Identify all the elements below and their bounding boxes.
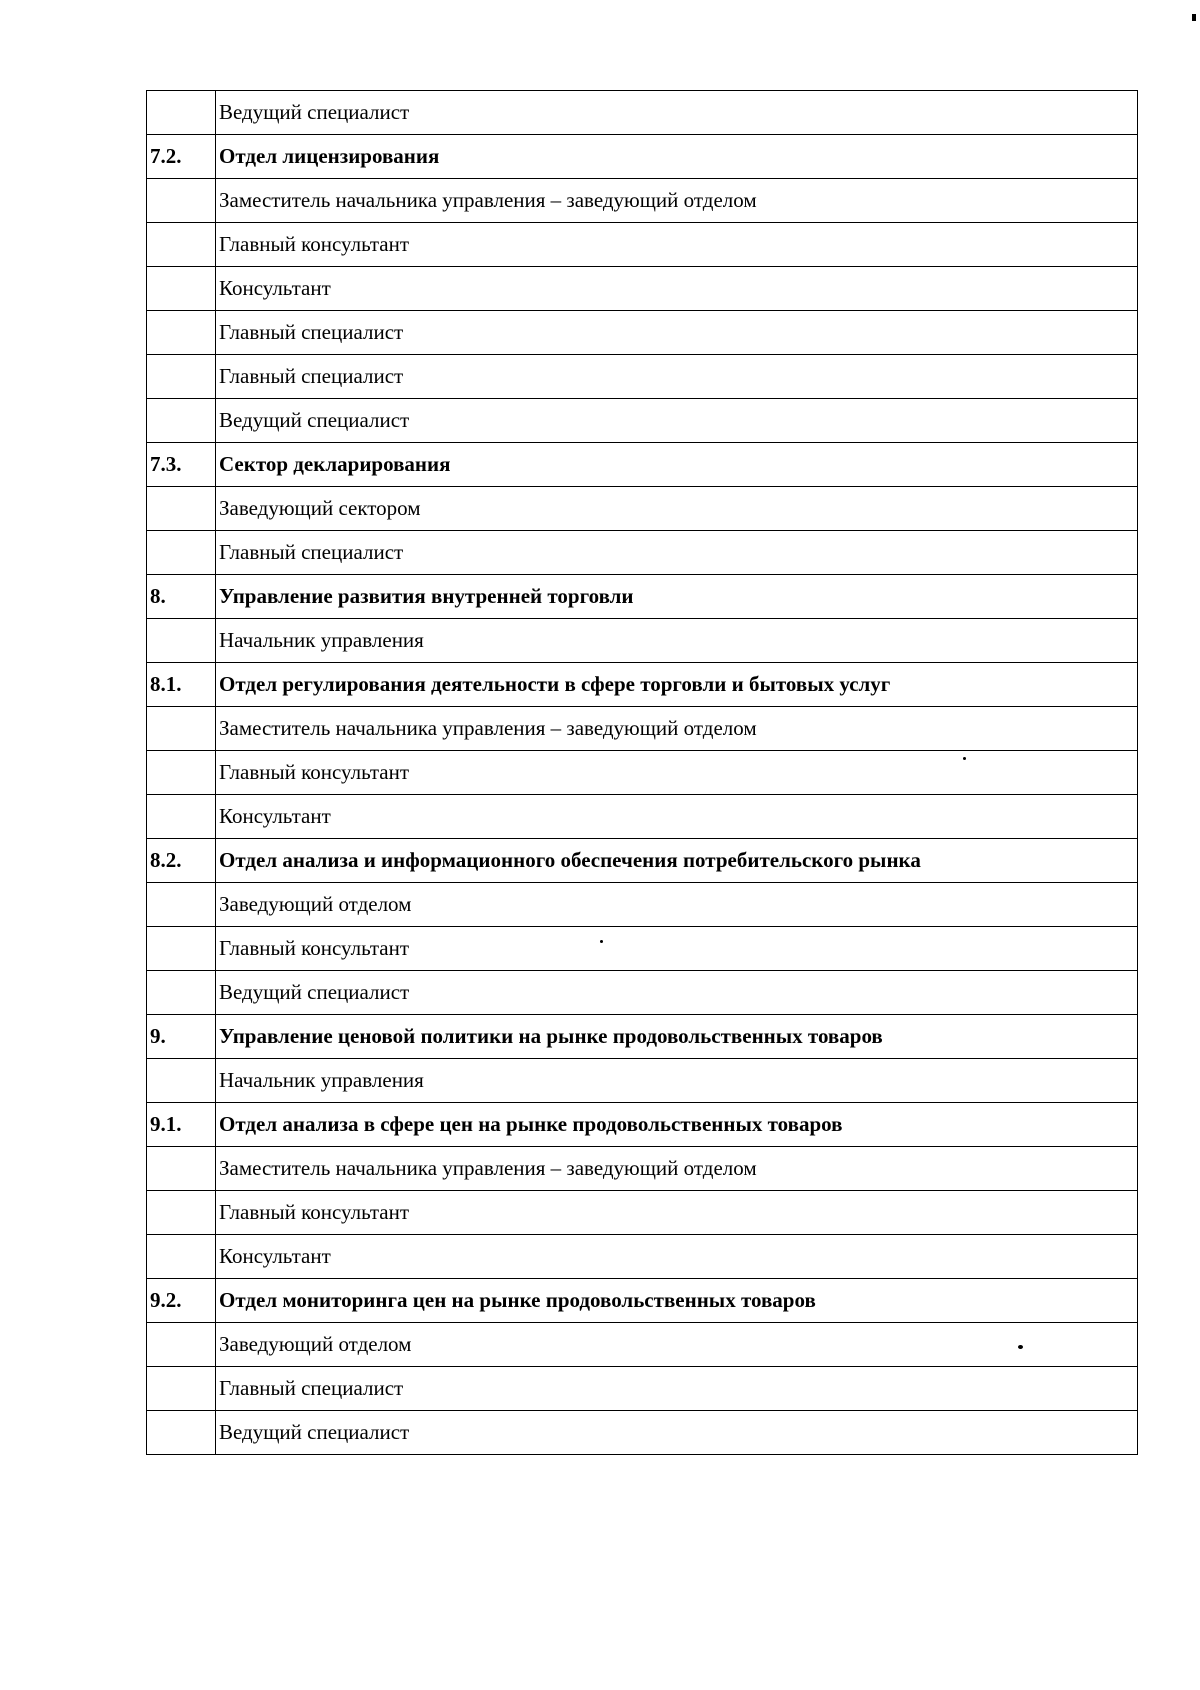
position-title: Начальник управления [216,1059,1138,1103]
row-number [147,1411,216,1455]
section-row [147,575,1138,619]
section-title: Управление развития внутренней торговли [216,575,1138,619]
position-title: Главный специалист [216,355,1138,399]
row-number [147,1059,216,1103]
row-number [147,179,216,223]
position-title: Ведущий специалист [216,1411,1138,1455]
position-title: Главный специалист [216,1367,1138,1411]
row-number [147,355,216,399]
section-title: Отдел анализа в сфере цен на рынке продовольственных товаров [216,1103,1138,1147]
position-row [147,311,1138,355]
position-row [147,883,1138,927]
position-row [147,355,1138,399]
row-number [147,707,216,751]
position-row [147,1191,1138,1235]
row-number [147,1235,216,1279]
position-title: Консультант [216,267,1138,311]
row-number [147,223,216,267]
row-number [147,1147,216,1191]
position-row [147,751,1138,795]
row-number: 9. [147,1015,216,1059]
position-title: Заведующий отделом [216,1323,1138,1367]
row-number: 7.2. [147,135,216,179]
position-row [147,1411,1138,1455]
row-number [147,311,216,355]
section-title: Отдел анализа и информационного обеспечения потребительского рынка [216,839,1138,883]
section-title: Отдел регулирования деятельности в сфере торговли и бытовых услуг [216,663,1138,707]
position-row [147,795,1138,839]
position-title: Главный специалист [216,531,1138,575]
section-row [147,1103,1138,1147]
section-row [147,839,1138,883]
position-title: Главный специалист [216,311,1138,355]
row-number: 9.1. [147,1103,216,1147]
position-title: Главный консультант [216,751,1138,795]
row-number [147,91,216,135]
row-number [147,927,216,971]
position-title: Ведущий специалист [216,399,1138,443]
position-row [147,179,1138,223]
staff-positions-table [146,90,1138,1455]
position-row [147,927,1138,971]
position-title: Начальник управления [216,619,1138,663]
position-title: Заведующий сектором [216,487,1138,531]
position-title: Заместитель начальника управления – заведующий отделом [216,1147,1138,1191]
row-number [147,267,216,311]
row-number [147,883,216,927]
row-number [147,971,216,1015]
position-title: Главный консультант [216,1191,1138,1235]
row-number [147,1323,216,1367]
position-title: Заместитель начальника управления – заведующий отделом [216,179,1138,223]
position-title: Заведующий отделом [216,883,1138,927]
position-title: Заместитель начальника управления – заведующий отделом [216,707,1138,751]
position-title: Главный консультант [216,223,1138,267]
scan-mark [1192,14,1196,21]
position-row [147,267,1138,311]
row-number [147,1367,216,1411]
position-title: Главный консультант [216,927,1138,971]
section-row [147,663,1138,707]
position-title: Консультант [216,1235,1138,1279]
position-row [147,223,1138,267]
position-row [147,399,1138,443]
row-number [147,619,216,663]
row-number: 7.3. [147,443,216,487]
position-row [147,1367,1138,1411]
row-number [147,531,216,575]
position-row [147,1059,1138,1103]
row-number [147,487,216,531]
section-row [147,1279,1138,1323]
row-number: 8. [147,575,216,619]
position-row [147,971,1138,1015]
row-number: 8.1. [147,663,216,707]
row-number [147,795,216,839]
position-row [147,487,1138,531]
row-number [147,751,216,795]
position-title: Ведущий специалист [216,971,1138,1015]
position-row [147,619,1138,663]
row-number: 9.2. [147,1279,216,1323]
position-row [147,531,1138,575]
position-row [147,1235,1138,1279]
position-row [147,1147,1138,1191]
position-title: Ведущий специалист [216,91,1138,135]
section-title: Отдел лицензирования [216,135,1138,179]
section-row [147,1015,1138,1059]
section-title: Сектор декларирования [216,443,1138,487]
section-title: Отдел мониторинга цен на рынке продовольственных товаров [216,1279,1138,1323]
position-row [147,707,1138,751]
row-number: 8.2. [147,839,216,883]
row-number [147,1191,216,1235]
section-row [147,135,1138,179]
position-row [147,1323,1138,1367]
section-row [147,443,1138,487]
row-number [147,399,216,443]
section-title: Управление ценовой политики на рынке продовольственных товаров [216,1015,1138,1059]
position-title: Консультант [216,795,1138,839]
position-row [147,91,1138,135]
